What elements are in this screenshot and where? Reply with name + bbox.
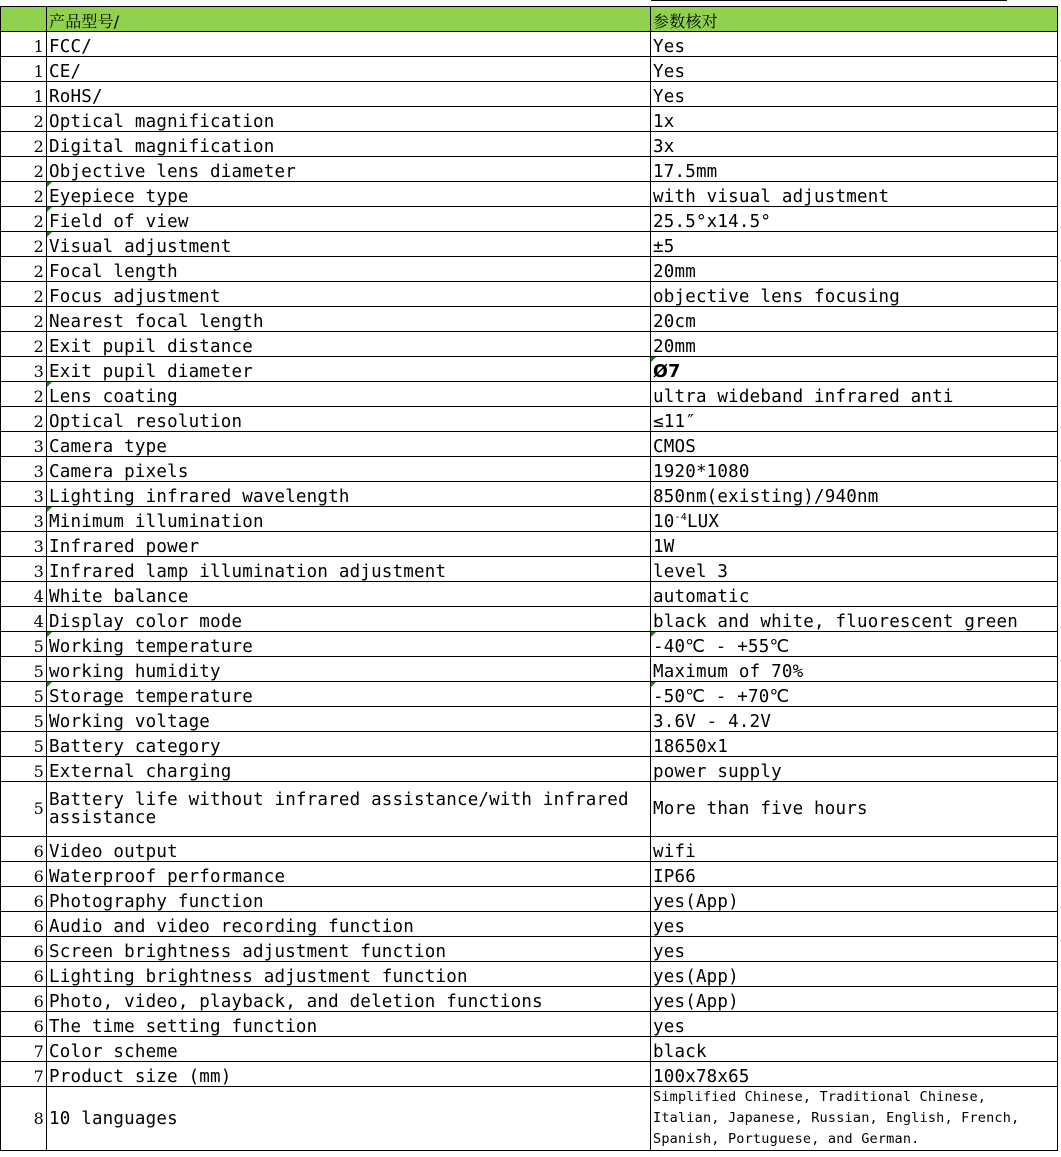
parameter-value-cell[interactable]: yes(App)	[651, 962, 1058, 987]
parameter-name-cell[interactable]: Objective lens diameter	[47, 157, 651, 182]
parameter-name-cell[interactable]: CE/	[47, 57, 651, 82]
index-cell[interactable]: 6	[1, 912, 47, 937]
index-cell[interactable]: 4	[1, 607, 47, 632]
index-cell[interactable]: 5	[1, 732, 47, 757]
index-cell[interactable]: 5	[1, 682, 47, 707]
index-cell[interactable]: 6	[1, 887, 47, 912]
parameter-name-cell[interactable]: Camera pixels	[47, 457, 651, 482]
table-row	[1, 1062, 1058, 1087]
table-row	[1, 157, 1058, 182]
parameter-name-cell[interactable]: Camera type	[47, 432, 651, 457]
index-cell[interactable]: 2	[1, 182, 47, 207]
parameter-value-cell[interactable]: yes	[651, 912, 1058, 937]
index-cell[interactable]: 6	[1, 1012, 47, 1037]
parameter-name-cell[interactable]: Battery life without infrared assistance/with infrared assistance	[47, 782, 651, 837]
table-row	[1, 282, 1058, 307]
table-row	[1, 782, 1058, 837]
top-rule	[651, 0, 1007, 1]
table-row	[1, 132, 1058, 157]
parameter-value-cell[interactable]: 25.5°x14.5°	[651, 207, 1058, 232]
index-cell[interactable]: 5	[1, 707, 47, 732]
index-cell[interactable]: 3	[1, 532, 47, 557]
index-cell[interactable]: 3	[1, 507, 47, 532]
index-cell[interactable]: 2	[1, 382, 47, 407]
table-row	[1, 307, 1058, 332]
table-row	[1, 632, 1058, 657]
parameter-name-cell[interactable]: Infrared lamp illumination adjustment	[47, 557, 651, 582]
table-row	[1, 937, 1058, 962]
parameter-name-cell[interactable]: RoHS/	[47, 82, 651, 107]
index-cell[interactable]: 5	[1, 782, 47, 837]
index-cell[interactable]: 2	[1, 407, 47, 432]
spec-table	[0, 6, 1058, 1151]
table-row	[1, 607, 1058, 632]
table-row	[1, 432, 1058, 457]
parameter-name-cell[interactable]: working humidity	[47, 657, 651, 682]
parameter-value-cell[interactable]: Maximum of 70%	[651, 657, 1058, 682]
index-cell[interactable]: 2	[1, 332, 47, 357]
index-cell[interactable]: 2	[1, 282, 47, 307]
parameter-name-cell[interactable]: Photography function	[47, 887, 651, 912]
index-cell[interactable]: 2	[1, 132, 47, 157]
parameter-name-cell[interactable]: Digital magnification	[47, 132, 651, 157]
table-row	[1, 482, 1058, 507]
parameter-name-cell[interactable]: Nearest focal length	[47, 307, 651, 332]
parameter-value-cell[interactable]: 18650x1	[651, 732, 1058, 757]
parameter-value-cell[interactable]: IP66	[651, 862, 1058, 887]
table-row	[1, 332, 1058, 357]
table-row	[1, 582, 1058, 607]
parameter-name-cell[interactable]: White balance	[47, 582, 651, 607]
parameter-name-cell[interactable]: The time setting function	[47, 1012, 651, 1037]
parameter-name-cell[interactable]: Working voltage	[47, 707, 651, 732]
parameter-value-cell[interactable]: 1W	[651, 532, 1058, 557]
parameter-name-cell[interactable]: Storage temperature	[47, 682, 651, 707]
parameter-value-cell[interactable]: 3.6V - 4.2V	[651, 707, 1058, 732]
parameter-value-cell[interactable]: ultra wideband infrared anti	[651, 382, 1058, 407]
parameter-value-cell[interactable]: Yes	[651, 32, 1058, 57]
table-row	[1, 232, 1058, 257]
index-cell[interactable]: 3	[1, 557, 47, 582]
index-cell[interactable]: 3	[1, 432, 47, 457]
table-row	[1, 1087, 1058, 1151]
parameter-value-cell[interactable]: Yes	[651, 82, 1058, 107]
table-row	[1, 82, 1058, 107]
table-row	[1, 732, 1058, 757]
parameter-value-cell[interactable]: black and white, fluorescent green	[651, 607, 1058, 632]
index-cell[interactable]: 6	[1, 837, 47, 862]
parameter-value-cell[interactable]: Simplified Chinese, Traditional Chinese, Italian, Japanese, Russian, English, French, Spanish, Portuguese, and German.	[651, 1087, 1058, 1151]
table-row	[1, 657, 1058, 682]
parameter-name-cell[interactable]: Audio and video recording function	[47, 912, 651, 937]
header-value-cell[interactable]: 参数核对	[651, 7, 1058, 32]
value-unit: LUX	[686, 512, 720, 532]
parameter-name-cell[interactable]: External charging	[47, 757, 651, 782]
parameter-name-cell[interactable]: Field of view	[47, 207, 651, 232]
index-cell[interactable]: 1	[1, 82, 47, 107]
parameter-name-cell[interactable]: Exit pupil distance	[47, 332, 651, 357]
table-row	[1, 32, 1058, 57]
parameter-value-cell[interactable]: 100x78x65	[651, 1062, 1058, 1087]
index-cell[interactable]: 2	[1, 107, 47, 132]
table-row	[1, 962, 1058, 987]
table-row	[1, 507, 1058, 532]
table-row	[1, 707, 1058, 732]
header-index-cell[interactable]	[1, 7, 47, 32]
table-row	[1, 107, 1058, 132]
index-cell[interactable]: 3	[1, 482, 47, 507]
parameter-name-cell[interactable]: Minimum illumination	[47, 507, 651, 532]
parameter-value-cell[interactable]: with visual adjustment	[651, 182, 1058, 207]
header-row	[1, 7, 1058, 32]
table-row	[1, 57, 1058, 82]
parameter-value-cell[interactable]: 850nm(existing)/940nm	[651, 482, 1058, 507]
header-name-cell[interactable]: 产品型号/	[47, 7, 651, 32]
parameter-value-cell[interactable]: yes	[651, 1012, 1058, 1037]
table-row	[1, 532, 1058, 557]
parameter-value-cell[interactable]: More than five hours	[651, 782, 1058, 837]
parameter-name-cell[interactable]: Lighting brightness adjustment function	[47, 962, 651, 987]
parameter-value-cell[interactable]: ±5	[651, 232, 1058, 257]
parameter-name-cell[interactable]: Eyepiece type	[47, 182, 651, 207]
parameter-name-cell[interactable]: Display color mode	[47, 607, 651, 632]
parameter-value-cell[interactable]: 17.5mm	[651, 157, 1058, 182]
table-row	[1, 887, 1058, 912]
index-cell[interactable]: 8	[1, 1087, 47, 1151]
table-row	[1, 1012, 1058, 1037]
parameter-name-cell[interactable]: Lens coating	[47, 382, 651, 407]
parameter-value-cell[interactable]: -40℃ - +55℃	[651, 632, 1058, 657]
table-row	[1, 182, 1058, 207]
parameter-name-cell[interactable]: Optical resolution	[47, 407, 651, 432]
parameter-name-cell[interactable]: Screen brightness adjustment function	[47, 937, 651, 962]
parameter-name-cell[interactable]: 10 languages	[47, 1087, 651, 1151]
parameter-value-cell[interactable]: yes	[651, 937, 1058, 962]
parameter-name-cell[interactable]: Infrared power	[47, 532, 651, 557]
table-row	[1, 407, 1058, 432]
parameter-name-cell[interactable]: Photo, video, playback, and deletion functions	[47, 987, 651, 1012]
index-cell[interactable]: 1	[1, 57, 47, 82]
parameter-value-cell[interactable]: 3x	[651, 132, 1058, 157]
index-cell[interactable]: 3	[1, 357, 47, 382]
parameter-value-cell[interactable]: 1920*1080	[651, 457, 1058, 482]
index-cell[interactable]: 3	[1, 457, 47, 482]
table-row	[1, 257, 1058, 282]
index-cell[interactable]: 6	[1, 987, 47, 1012]
parameter-name-cell[interactable]: Lighting infrared wavelength	[47, 482, 651, 507]
parameter-value-cell[interactable]: CMOS	[651, 432, 1058, 457]
index-cell[interactable]: 2	[1, 207, 47, 232]
parameter-value-cell[interactable]: objective lens focusing	[651, 282, 1058, 307]
parameter-value-cell[interactable]: automatic	[651, 582, 1058, 607]
parameter-name-cell[interactable]: Video output	[47, 837, 651, 862]
index-cell[interactable]: 4	[1, 582, 47, 607]
table-row	[1, 382, 1058, 407]
index-cell[interactable]: 5	[1, 657, 47, 682]
parameter-value-cell[interactable]: -50℃ - +70℃	[651, 682, 1058, 707]
table-row	[1, 207, 1058, 232]
table-row	[1, 862, 1058, 887]
parameter-value-cell[interactable]: yes(App)	[651, 987, 1058, 1012]
parameter-value-cell[interactable]: level 3	[651, 557, 1058, 582]
parameter-value-cell[interactable]: ≤11″	[651, 407, 1058, 432]
parameter-name-cell[interactable]: Waterproof performance	[47, 862, 651, 887]
index-cell[interactable]: 5	[1, 632, 47, 657]
parameter-value-cell[interactable]: black	[651, 1037, 1058, 1062]
parameter-name-cell[interactable]: Focus adjustment	[47, 282, 651, 307]
parameter-value-cell[interactable]: 20mm	[651, 257, 1058, 282]
table-row	[1, 457, 1058, 482]
parameter-name-cell[interactable]: FCC/	[47, 32, 651, 57]
parameter-name-cell[interactable]: Exit pupil diameter	[47, 357, 651, 382]
index-cell[interactable]: 2	[1, 157, 47, 182]
parameter-value-cell[interactable]	[651, 507, 1058, 532]
index-cell[interactable]: 6	[1, 962, 47, 987]
value-base: 10	[653, 512, 675, 532]
index-cell[interactable]: 2	[1, 307, 47, 332]
parameter-value-cell[interactable]: Yes	[651, 57, 1058, 82]
parameter-value-cell[interactable]: wifi	[651, 837, 1058, 862]
table-row	[1, 1037, 1058, 1062]
index-cell[interactable]: 6	[1, 862, 47, 887]
parameter-name-cell[interactable]: Working temperature	[47, 632, 651, 657]
parameter-name-cell[interactable]: Visual adjustment	[47, 232, 651, 257]
parameter-name-cell[interactable]: Color scheme	[47, 1037, 651, 1062]
index-cell[interactable]: 6	[1, 937, 47, 962]
parameter-value-cell[interactable]: power supply	[651, 757, 1058, 782]
table-row	[1, 912, 1058, 937]
table-row	[1, 557, 1058, 582]
index-cell[interactable]: 7	[1, 1037, 47, 1062]
index-cell[interactable]: 5	[1, 757, 47, 782]
index-cell[interactable]: 2	[1, 232, 47, 257]
table-row	[1, 682, 1058, 707]
index-cell[interactable]: 1	[1, 32, 47, 57]
parameter-value-cell[interactable]: yes(App)	[651, 887, 1058, 912]
parameter-value-cell[interactable]: 20cm	[651, 307, 1058, 332]
parameter-name-cell[interactable]: Optical magnification	[47, 107, 651, 132]
value-exponent: -4	[674, 512, 687, 523]
table-row	[1, 837, 1058, 862]
parameter-value-cell[interactable]: Ø7	[651, 357, 1058, 382]
parameter-name-cell[interactable]: Product size (mm)	[47, 1062, 651, 1087]
index-cell[interactable]: 2	[1, 257, 47, 282]
table-row	[1, 987, 1058, 1012]
table-row	[1, 757, 1058, 782]
table-row	[1, 357, 1058, 382]
parameter-value-cell[interactable]: 1x	[651, 107, 1058, 132]
parameter-value-cell[interactable]: 20mm	[651, 332, 1058, 357]
parameter-name-cell[interactable]: Focal length	[47, 257, 651, 282]
parameter-name-cell[interactable]: Battery category	[47, 732, 651, 757]
index-cell[interactable]: 7	[1, 1062, 47, 1087]
